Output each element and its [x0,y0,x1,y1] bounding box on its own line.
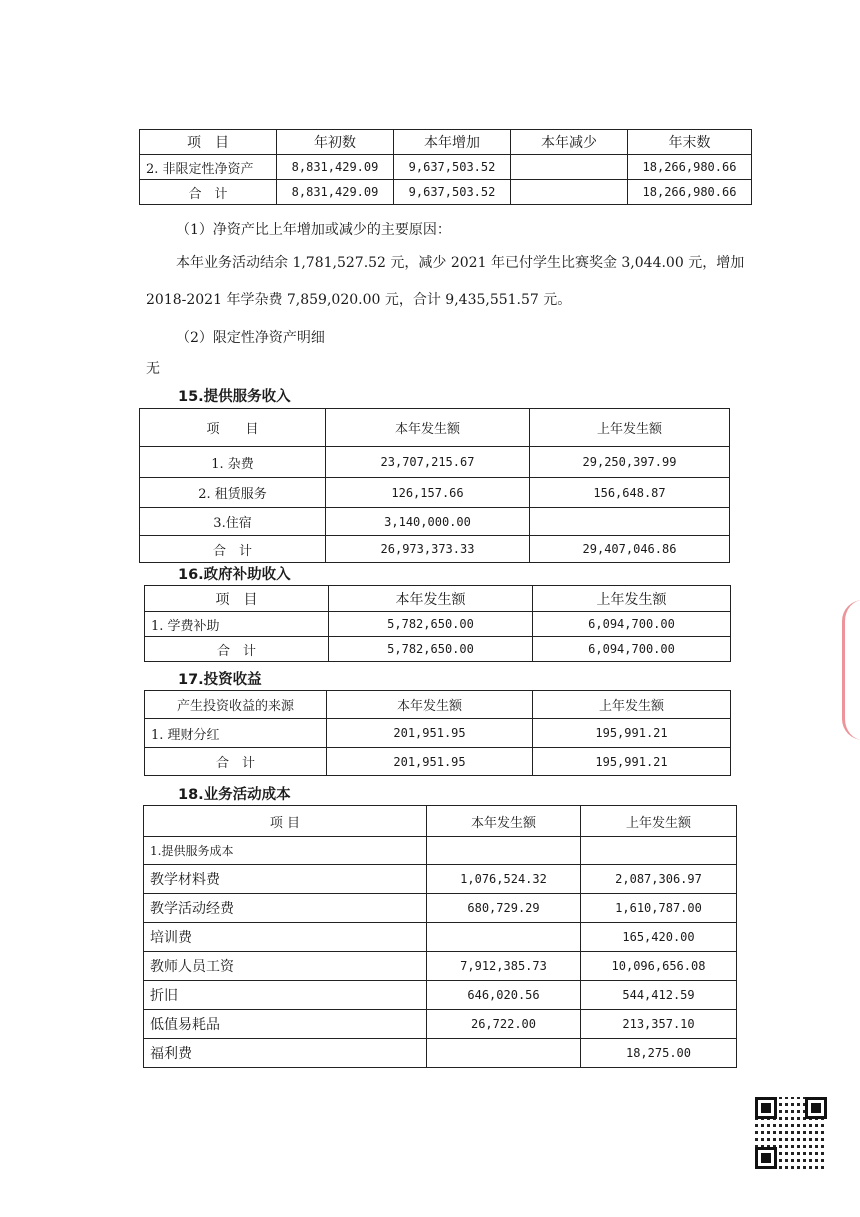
cell: 126,157.66 [326,478,530,508]
header-cell: 本年减少 [511,130,628,155]
row-label: 2. 租赁服务 [140,478,326,508]
cell: 9,637,503.52 [394,180,511,205]
row-label: 低值易耗品 [144,1010,427,1039]
header-cell: 项 目 [140,409,326,447]
table-row [144,981,737,1010]
cell [511,180,628,205]
cell: 10,096,656.08 [581,952,737,981]
table-row [144,1039,737,1068]
header-cell: 年末数 [628,130,752,155]
cell: 6,094,700.00 [533,612,731,637]
row-label: 折旧 [144,981,427,1010]
qr-code-icon [755,1097,827,1169]
cell: 201,951.95 [327,748,533,776]
row-label: 培训费 [144,923,427,952]
cell: 26,722.00 [427,1010,581,1039]
header-cell: 上年发生额 [533,691,731,719]
business-cost-table [143,805,737,1068]
row-label: 1. 杂费 [140,447,326,478]
cell [511,155,628,180]
cell: 6,094,700.00 [533,637,731,662]
paragraph-reason-heading: （1）净资产比上年增加或减少的主要原因： [176,222,451,238]
investment-income-table [144,690,731,776]
row-label: 1. 学费补助 [145,612,329,637]
row-label: 3.住宿 [140,508,326,536]
seal-stamp-edge [842,600,860,740]
paragraph-restricted-heading: （2）限定性净资产明细 [176,330,325,346]
header-cell: 本年发生额 [327,691,533,719]
row-label: 1.提供服务成本 [144,837,427,865]
cell: 646,020.56 [427,981,581,1010]
row-label: 2. 非限定性净资产 [140,155,277,180]
cell [427,923,581,952]
paragraph-reason-line2: 2018-2021 年学杂费 7,859,020.00 元，合计 9,435,551.57 元。 [146,292,572,308]
table-row [140,447,730,478]
cell: 544,412.59 [581,981,737,1010]
cell: 29,407,046.86 [530,536,730,563]
cell: 680,729.29 [427,894,581,923]
cell [530,508,730,536]
section-title-17: 17.投资收益 [178,672,262,688]
table-row [140,180,752,205]
paragraph-reason-line1: 本年业务活动结余 1,781,527.52 元，减少 2021 年已付学生比赛奖金 3,044.00 元，增加 [176,255,745,271]
header-cell: 项 目 [145,586,329,612]
cell: 165,420.00 [581,923,737,952]
header-cell: 本年增加 [394,130,511,155]
row-label: 合 计 [145,748,327,776]
cell: 29,250,397.99 [530,447,730,478]
table-row [145,719,731,748]
row-label: 教学活动经费 [144,894,427,923]
table-header-row [144,806,737,837]
row-label: 福利费 [144,1039,427,1068]
cell: 3,140,000.00 [326,508,530,536]
table-row [140,155,752,180]
cell: 5,782,650.00 [329,637,533,662]
net-assets-table [139,129,752,205]
table-row [144,952,737,981]
header-cell: 产生投资收益的来源 [145,691,327,719]
cell: 195,991.21 [533,748,731,776]
gov-subsidy-table [144,585,731,662]
table-row [140,508,730,536]
header-cell: 本年发生额 [329,586,533,612]
header-cell: 项 目 [140,130,277,155]
cell: 18,266,980.66 [628,155,752,180]
cell: 18,275.00 [581,1039,737,1068]
cell: 2,087,306.97 [581,865,737,894]
cell: 26,973,373.33 [326,536,530,563]
table-row [144,865,737,894]
cell: 1,076,524.32 [427,865,581,894]
row-label: 教学材料费 [144,865,427,894]
table-row [140,536,730,563]
table-row [144,1010,737,1039]
cell: 8,831,429.09 [277,155,394,180]
table-header-row [145,586,731,612]
cell: 1,610,787.00 [581,894,737,923]
table-row [144,923,737,952]
table-row [145,748,731,776]
table-header-row [145,691,731,719]
cell: 201,951.95 [327,719,533,748]
header-cell: 上年发生额 [533,586,731,612]
section-title-18: 18.业务活动成本 [178,787,291,803]
cell [427,837,581,865]
table-row [145,612,731,637]
cell: 7,912,385.73 [427,952,581,981]
table-row [144,894,737,923]
header-cell: 本年发生额 [326,409,530,447]
table-row [145,637,731,662]
cell: 9,637,503.52 [394,155,511,180]
cell: 8,831,429.09 [277,180,394,205]
cell [581,837,737,865]
row-label: 教师人员工资 [144,952,427,981]
cell: 5,782,650.00 [329,612,533,637]
header-cell: 年初数 [277,130,394,155]
cell: 156,648.87 [530,478,730,508]
section-title-15: 15.提供服务收入 [178,389,291,405]
service-income-table [139,408,730,563]
paragraph-none: 无 [146,361,160,377]
header-cell: 上年发生额 [581,806,737,837]
table-header-row [140,130,752,155]
header-cell: 项 目 [144,806,427,837]
cell: 23,707,215.67 [326,447,530,478]
table-row [144,837,737,865]
row-label: 合 计 [140,536,326,563]
cell [427,1039,581,1068]
cell: 18,266,980.66 [628,180,752,205]
table-row [140,478,730,508]
row-label: 1. 理财分红 [145,719,327,748]
row-label: 合 计 [140,180,277,205]
row-label: 合 计 [145,637,329,662]
table-header-row [140,409,730,447]
header-cell: 上年发生额 [530,409,730,447]
section-title-16: 16.政府补助收入 [178,567,291,583]
header-cell: 本年发生额 [427,806,581,837]
cell: 195,991.21 [533,719,731,748]
cell: 213,357.10 [581,1010,737,1039]
